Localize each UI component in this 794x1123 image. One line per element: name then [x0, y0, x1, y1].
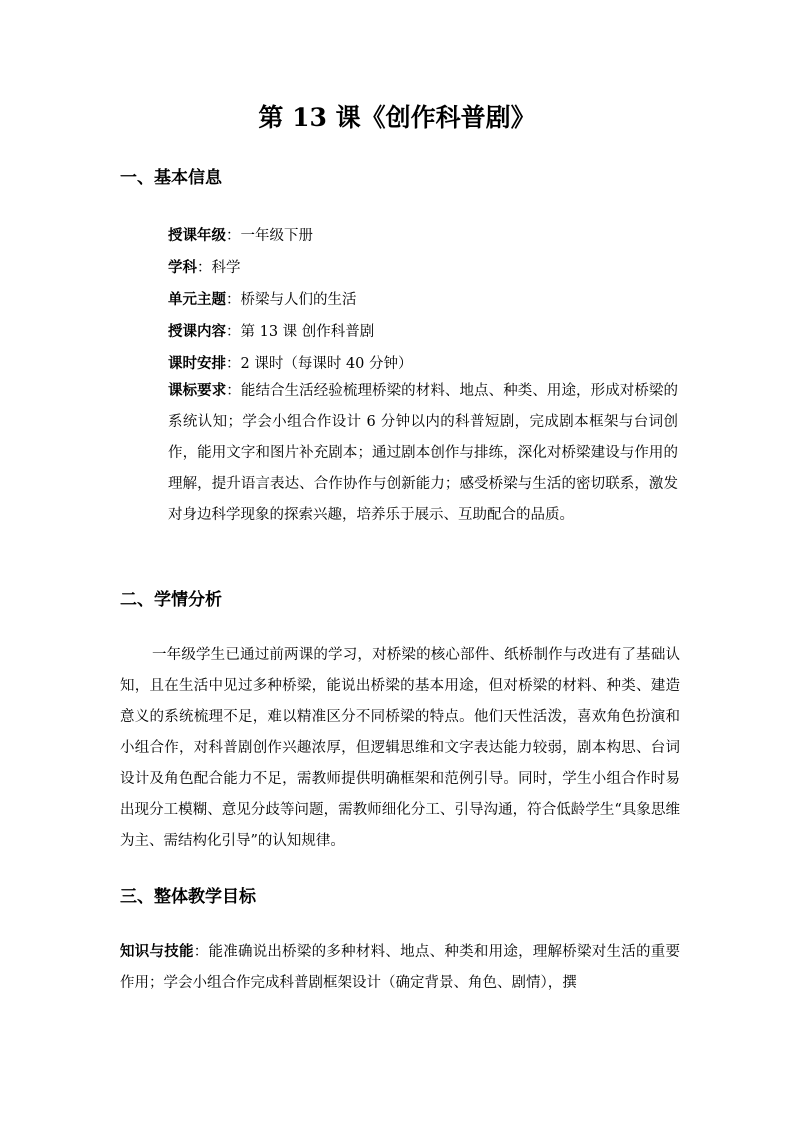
standard-label: 课标要求 — [168, 382, 227, 399]
info-value: 一年级下册 — [240, 228, 313, 244]
info-separator: ： — [226, 292, 241, 308]
info-value: 桥梁与人们的生活 — [240, 292, 357, 308]
info-item-content — [168, 316, 678, 348]
info-label: 授课内容 — [168, 323, 226, 340]
info-item-subject — [168, 252, 678, 284]
curriculum-standard — [168, 375, 678, 531]
info-separator: ： — [226, 228, 241, 244]
section-heading-learner-analysis: 二、学情分析 — [120, 590, 222, 610]
knowledge-text: ：能准确说出桥梁的多种材料、地点、种类和用途，理解桥梁对生活的重要作用；学会小组合作完成科普剧框架设计（确定背景、角色、剧情），撰 — [120, 944, 680, 991]
info-label: 学科 — [168, 259, 197, 276]
standard-text: ：能结合生活经验梳理桥梁的材料、地点、种类、用途，形成对桥梁的系统认知；学会小组合作设计 6 分钟以内的科普短剧，完成剧本框架与台词创作，能用文字和图片补充剧本；通过剧本创作与排练，深化对桥梁建设与作用的理解，提升语言表达、合作协作与创新能力；感受桥梁与生活的密切联系，激发对身边科学现象的探索兴趣，培养乐于展示、互助配合的品质。 — [168, 383, 678, 523]
document-title: 第 13 课《创作科普剧》 — [258, 103, 536, 132]
info-label: 授课年级 — [168, 227, 226, 244]
info-item-grade — [168, 220, 678, 252]
info-label: 单元主题 — [168, 291, 226, 308]
info-separator: ： — [197, 260, 212, 276]
knowledge-skills-paragraph — [120, 936, 680, 999]
info-label: 课时安排 — [168, 355, 226, 372]
info-value: 科学 — [211, 260, 241, 276]
info-item-unit-theme — [168, 284, 678, 316]
info-separator: ： — [226, 324, 241, 340]
info-separator: ： — [226, 356, 241, 372]
section-heading-basic-info: 一、基本信息 — [120, 168, 222, 188]
basic-info-list — [168, 220, 678, 380]
section-heading-teaching-goals: 三、整体教学目标 — [120, 887, 256, 907]
knowledge-label: 知识与技能 — [120, 943, 194, 960]
info-value: 第 13 课 创作科普剧 — [240, 324, 375, 340]
info-value: 2 课时（每课时 40 分钟） — [240, 356, 413, 372]
learner-analysis-paragraph: 一年级学生已通过前两课的学习，对桥梁的核心部件、纸桥制作与改进有了基础认知，且在生活中见过多种桥梁，能说出桥梁的基本用途，但对桥梁的材料、种类、建造意义的系统梳理不足，难以精准区分不同桥梁的特点。他们天性活泼，喜欢角色扮演和小组合作，对科普剧创作兴趣浓厚，但逻辑思维和文字表达能力较弱，剧本构思、台词设计及角色配合能力不足，需教师提供明确框架和范例引导。同时，学生小组合作时易出现分工模糊、意见分歧等问题，需教师细化分工、引导沟通，符合低龄学生“具象思维为主、需结构化引导”的认知规律。 — [120, 647, 680, 849]
